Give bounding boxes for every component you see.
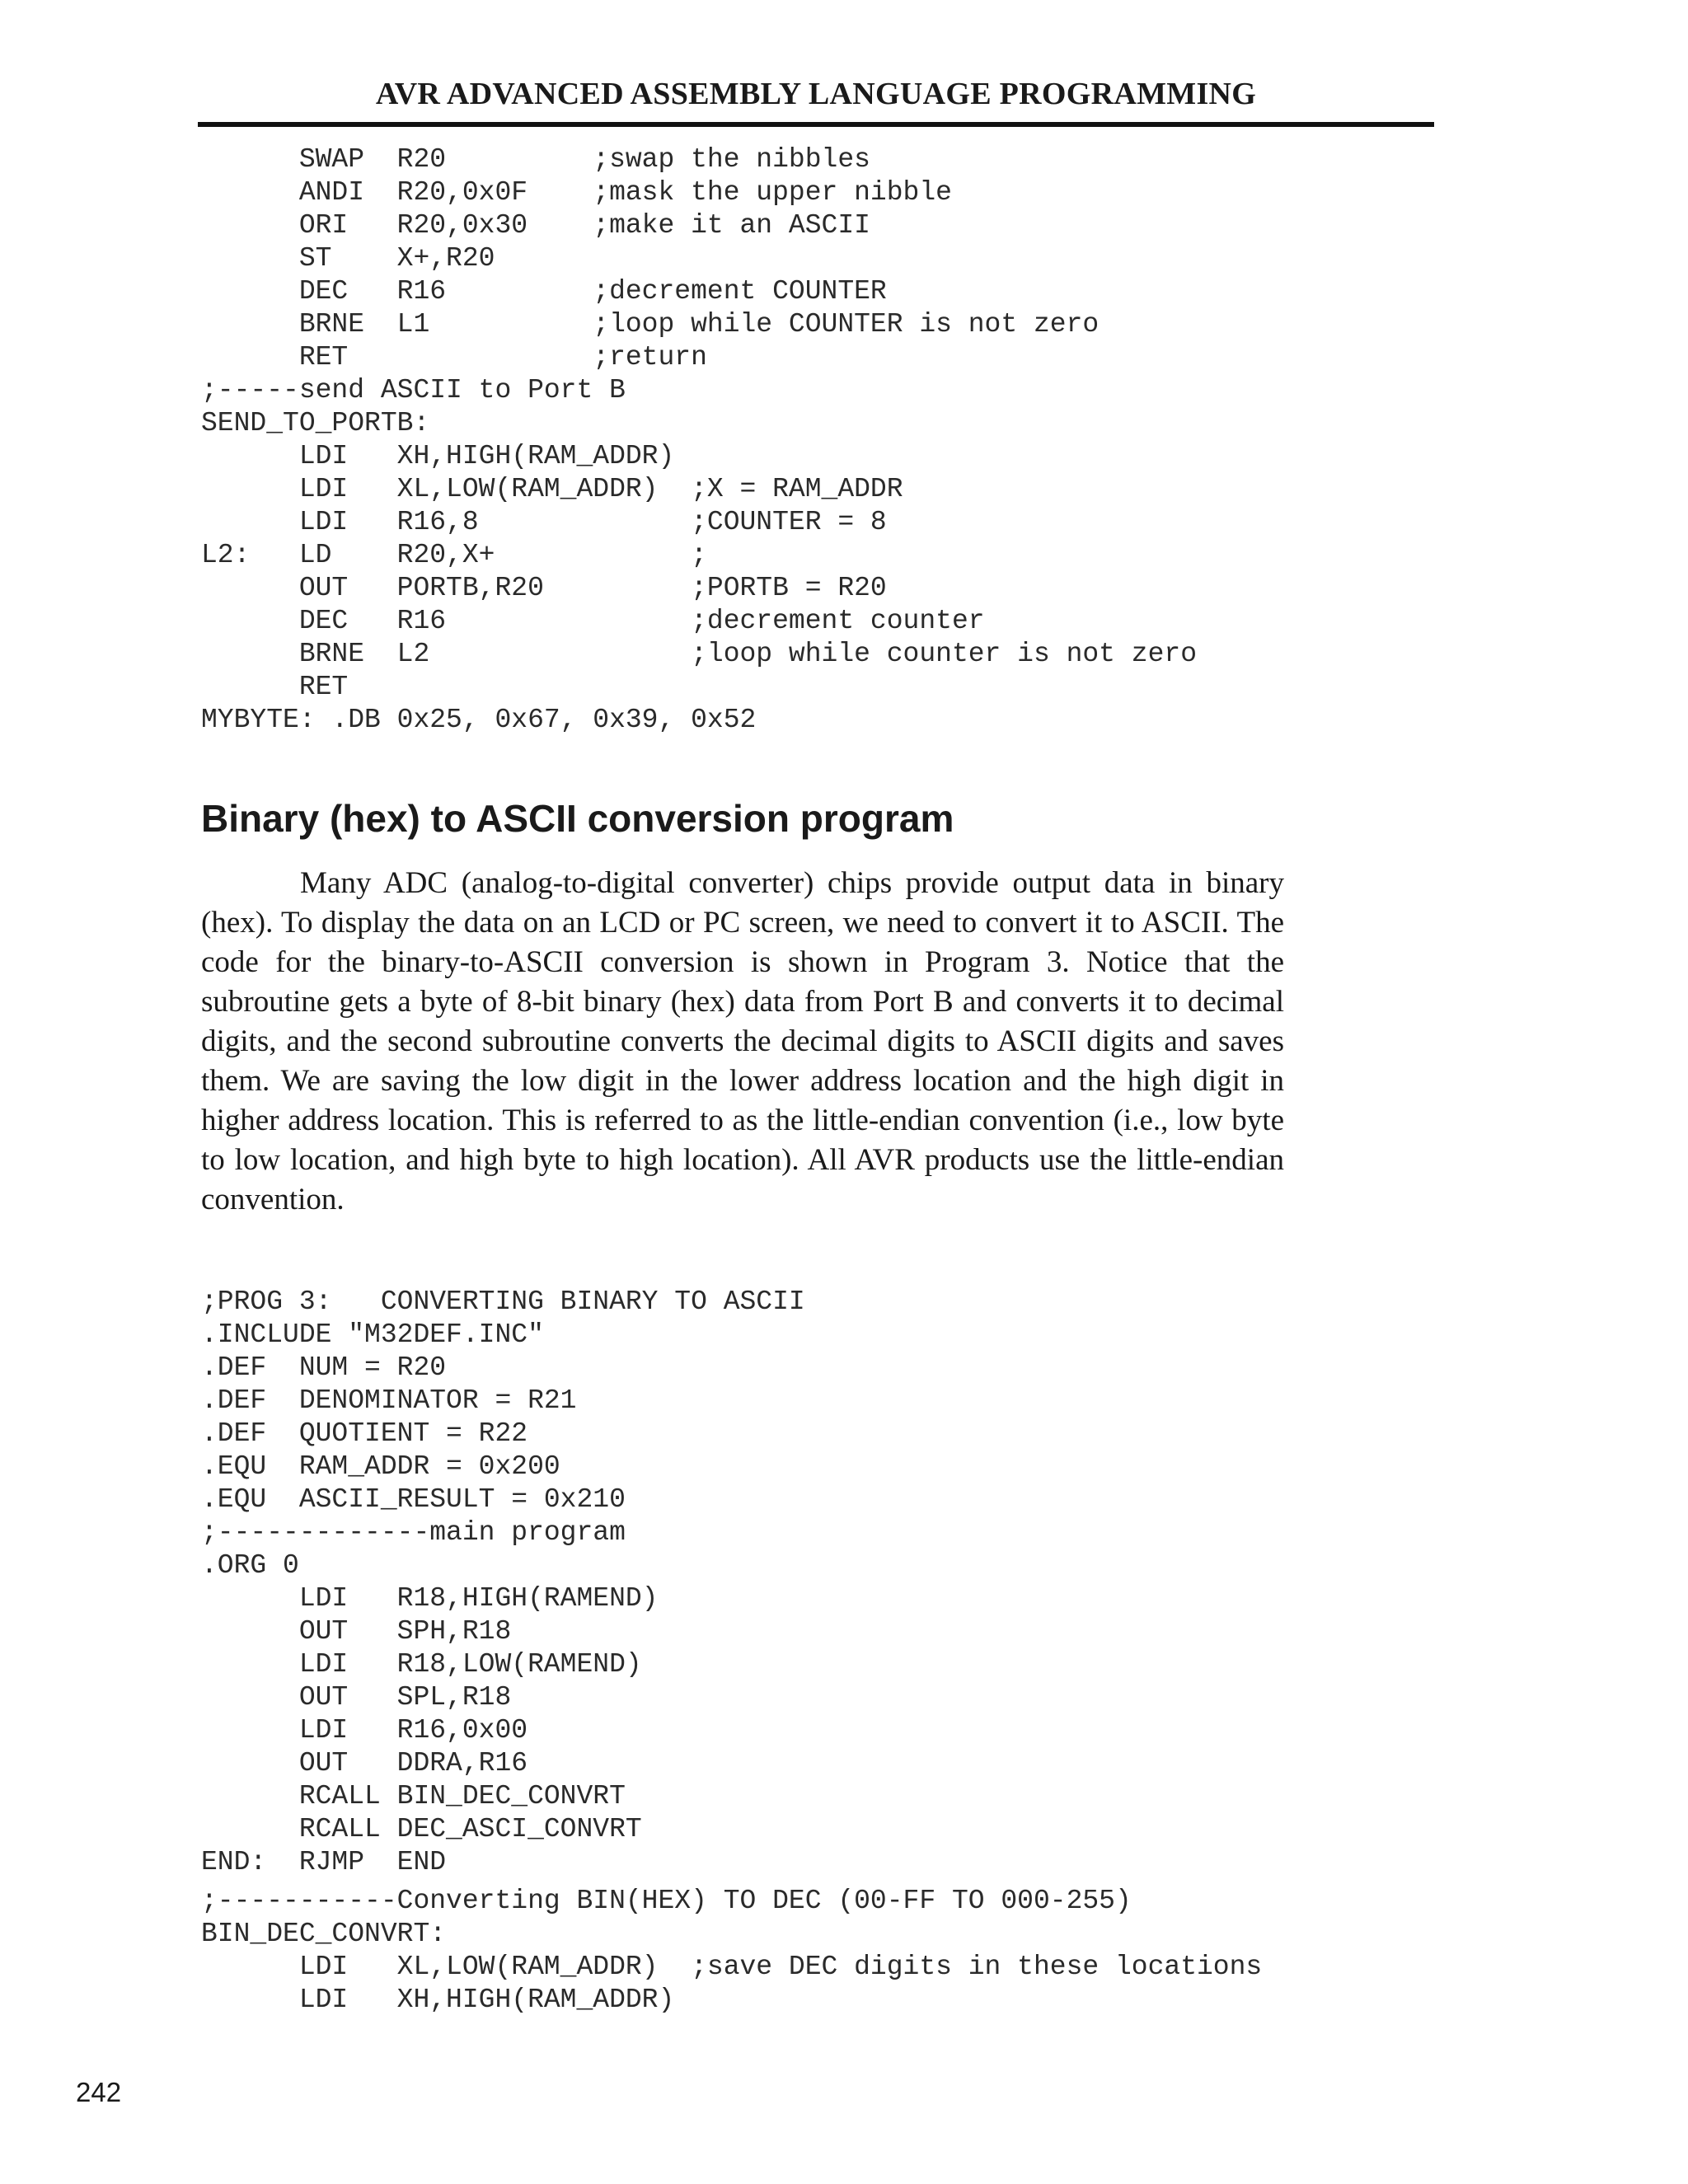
code-line: ORI R20,0x30 ;make it an ASCII [201, 210, 870, 241]
code-line: .INCLUDE "M32DEF.INC" [201, 1319, 544, 1350]
code-line: ;-----------Converting BIN(HEX) TO DEC (00-FF TO 000-255) [201, 1886, 1132, 1916]
code-line: L2: LD R20,X+ ; [201, 540, 707, 570]
code-line: .DEF QUOTIENT = R22 [201, 1418, 528, 1449]
code-line: MYBYTE: .DB 0x25, 0x67, 0x39, 0x52 [201, 705, 757, 735]
code-line: END: RJMP END [201, 1847, 447, 1877]
code-line: RCALL BIN_DEC_CONVRT [201, 1781, 626, 1811]
code-block-send-ascii [201, 143, 1197, 737]
code-block-bin-dec-convert [201, 1885, 1262, 2017]
code-line: .ORG 0 [201, 1550, 299, 1581]
running-header: AVR ADVANCED ASSEMBLY LANGUAGE PROGRAMMING [375, 77, 1257, 111]
code-line: LDI R18,LOW(RAMEND) [201, 1649, 642, 1680]
code-line: BIN_DEC_CONVRT: [201, 1919, 447, 1949]
code-line: OUT SPH,R18 [201, 1616, 512, 1647]
code-line: LDI R16,8 ;COUNTER = 8 [201, 507, 887, 537]
code-line: .DEF DENOMINATOR = R21 [201, 1385, 577, 1416]
header-rule [198, 122, 1434, 127]
code-line: .DEF NUM = R20 [201, 1352, 447, 1383]
code-line: LDI XL,LOW(RAM_ADDR) ;save DEC digits in these locations [201, 1952, 1263, 1982]
code-line: DEC R16 ;decrement COUNTER [201, 276, 887, 307]
code-line: DEC R16 ;decrement counter [201, 606, 985, 636]
code-line: LDI R18,HIGH(RAMEND) [201, 1583, 659, 1614]
code-line: BRNE L1 ;loop while COUNTER is not zero [201, 309, 1100, 340]
section-heading: Binary (hex) to ASCII conversion program [201, 797, 954, 840]
code-line: OUT DDRA,R16 [201, 1748, 528, 1779]
body-paragraph: Many ADC (analog-to-digital converter) chips provide output data in binary (hex). To display the data on an LCD or PC screen, we need to convert it to ASCII. The code for the binary-to-ASCII conversion is shown in Program 3. Notice that the subroutine gets a byte of 8-bit binary (hex) data from Port B and converts it to decimal digits, and the second subroutine converts the decimal digits to ASCII digits and saves them. We are saving the low digit in the lower address location and the high digit in higher address location. This is referred to as the little-endian convention (i.e., low byte to low location, and high byte to high location). All AVR products use the little-endian convention. [201, 866, 1284, 1216]
code-line: RCALL DEC_ASCI_CONVRT [201, 1814, 642, 1844]
code-line: OUT PORTB,R20 ;PORTB = R20 [201, 573, 887, 603]
code-line: ST X+,R20 [201, 243, 495, 274]
code-line: LDI R16,0x00 [201, 1715, 528, 1746]
page-number: 242 [76, 2077, 122, 2107]
code-line: SWAP R20 ;swap the nibbles [201, 144, 870, 175]
code-line: LDI XL,LOW(RAM_ADDR) ;X = RAM_ADDR [201, 474, 903, 504]
code-line: ;PROG 3: CONVERTING BINARY TO ASCII [201, 1286, 805, 1317]
code-line: LDI XH,HIGH(RAM_ADDR) [201, 441, 675, 471]
code-line: .EQU RAM_ADDR = 0x200 [201, 1451, 560, 1482]
code-line: SEND_TO_PORTB: [201, 408, 430, 438]
code-line: ANDI R20,0x0F ;mask the upper nibble [201, 177, 952, 208]
code-line: OUT SPL,R18 [201, 1682, 512, 1713]
code-line: ;-----send ASCII to Port B [201, 375, 626, 405]
code-line: .EQU ASCII_RESULT = 0x210 [201, 1484, 626, 1515]
code-block-program-3 [201, 1286, 805, 1879]
code-line: RET ;return [201, 342, 707, 373]
code-line: ;-------------main program [201, 1517, 626, 1548]
code-line: RET [201, 672, 349, 702]
code-line: BRNE L2 ;loop while counter is not zero [201, 639, 1197, 669]
code-line: LDI XH,HIGH(RAM_ADDR) [201, 1985, 675, 2015]
